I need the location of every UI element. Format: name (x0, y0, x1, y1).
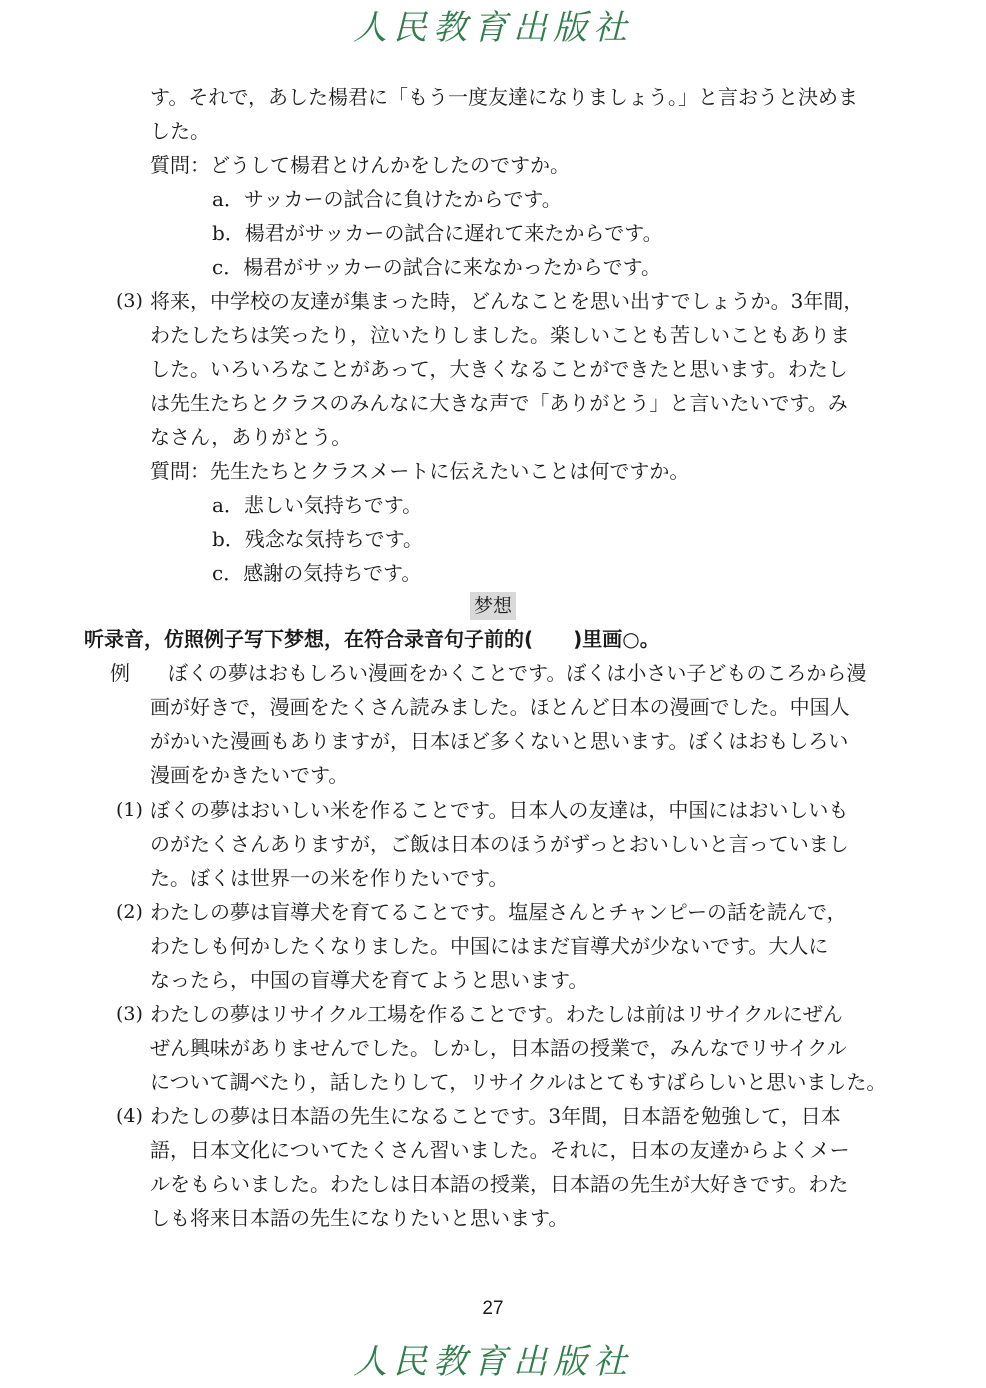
text-line: わたしの夢はリサイクル工場を作ることです。わたしは前はリサイクルにぜん (150, 1002, 843, 1026)
publisher-logo-bottom: 人民教育出版社 (353, 1342, 633, 1382)
text-line: す。それで，あした楊君に「もう一度友達になりましょう。」と言おうと決めま (150, 85, 858, 109)
text-line: のがたくさんありますが，ご飯は日本のほうがずっとおいしいと言っていまし (150, 832, 849, 856)
text-line: 漫画をかきたいです。 (150, 763, 349, 787)
instruction-text: 听录音，仿照例子写下梦想，在符合录音句子前的( )里画○。 (84, 627, 660, 651)
text-line: は先生たちとクラスのみんなに大きな声で「ありがとう」と言いたいです。み (150, 391, 848, 415)
option-c: c．感謝の気持ちです。 (212, 561, 422, 585)
option-a: a．悲しい気持ちです。 (212, 493, 423, 517)
text-line: ぼくの夢はおいしい米を作ることです。日本人の友達は，中国にはおいしいも (150, 798, 849, 822)
question-text: 質問：どうして楊君とけんかをしたのですか。 (150, 153, 570, 177)
text-line: 語，日本文化についてたくさん習いました。それに，日本の友達からよくメー (150, 1138, 850, 1162)
item-number: (2) (116, 901, 143, 923)
item-number: (3) (116, 1003, 143, 1025)
option-b: b．残念な気持ちです。 (212, 527, 424, 551)
text-line: ぜん興味がありませんでした。しかし，日本語の授業で，みんなでリサイクル (150, 1036, 847, 1060)
text-line: ルをもらいました。わたしは日本語の授業，日本語の先生が大好きです。わた (150, 1172, 849, 1196)
text-line: した。いろいろなことがあって，大きくなることができたと思います。わたし (150, 357, 848, 381)
text-line: しも将来日本語の先生になりたいと思います。 (150, 1206, 569, 1230)
text-line: がかいた漫画もありますが，日本ほど多くないと思います。ぼくはおもしろい (150, 729, 849, 753)
text-line: わたしの夢は盲導犬を育てることです。塩屋さんとチャンピーの話を読んで， (150, 900, 847, 924)
page-number: 27 (482, 1298, 504, 1319)
text-line: ぼくの夢はおもしろい漫画をかくことです。ぼくは小さい子どものころから漫 (168, 661, 867, 685)
option-a: a．サッカーの試合に負けたからです。 (212, 187, 562, 211)
text-line: 将来，中学校の友達が集まった時，どんなことを思い出すでしょうか。3年間， (150, 289, 864, 313)
item-number: (3) (116, 290, 143, 312)
option-b: b．楊君がサッカーの試合に遅れて来たからです。 (212, 221, 663, 245)
text-line: た。ぼくは世界一の米を作りたいです。 (150, 866, 509, 890)
section-heading (0, 592, 986, 620)
section-heading-text: 梦想 (470, 592, 516, 620)
example-label: 例 (110, 661, 130, 685)
text-line: した。 (150, 119, 210, 143)
text-line: 画が好きで，漫画をたくさん読みました。ほとんど日本の漫画でした。中国人 (150, 695, 850, 719)
text-line: について調べたり，話したりして，リサイクルはとてもすばらしいと思いました。 (150, 1070, 887, 1094)
text-line: わたしも何かしたくなりました。中国にはまだ盲導犬が少ないです。大人に (150, 934, 829, 958)
publisher-logo-top: 人民教育出版社 (353, 8, 633, 48)
text-line: わたしたちは笑ったり，泣いたりしました。楽しいことも苦しいこともありま (150, 323, 850, 347)
option-c: c．楊君がサッカーの試合に来なかったからです。 (212, 255, 662, 279)
item-number: (4) (116, 1105, 143, 1127)
text-line: なったら，中国の盲導犬を育てようと思います。 (150, 968, 589, 992)
item-number: (1) (116, 799, 143, 821)
question-text: 質問：先生たちとクラスメートに伝えたいことは何ですか。 (150, 459, 690, 483)
text-line: なさん，ありがとう。 (150, 425, 352, 449)
text-line: わたしの夢は日本語の先生になることです。3年間，日本語を勉強して，日本 (150, 1104, 841, 1128)
